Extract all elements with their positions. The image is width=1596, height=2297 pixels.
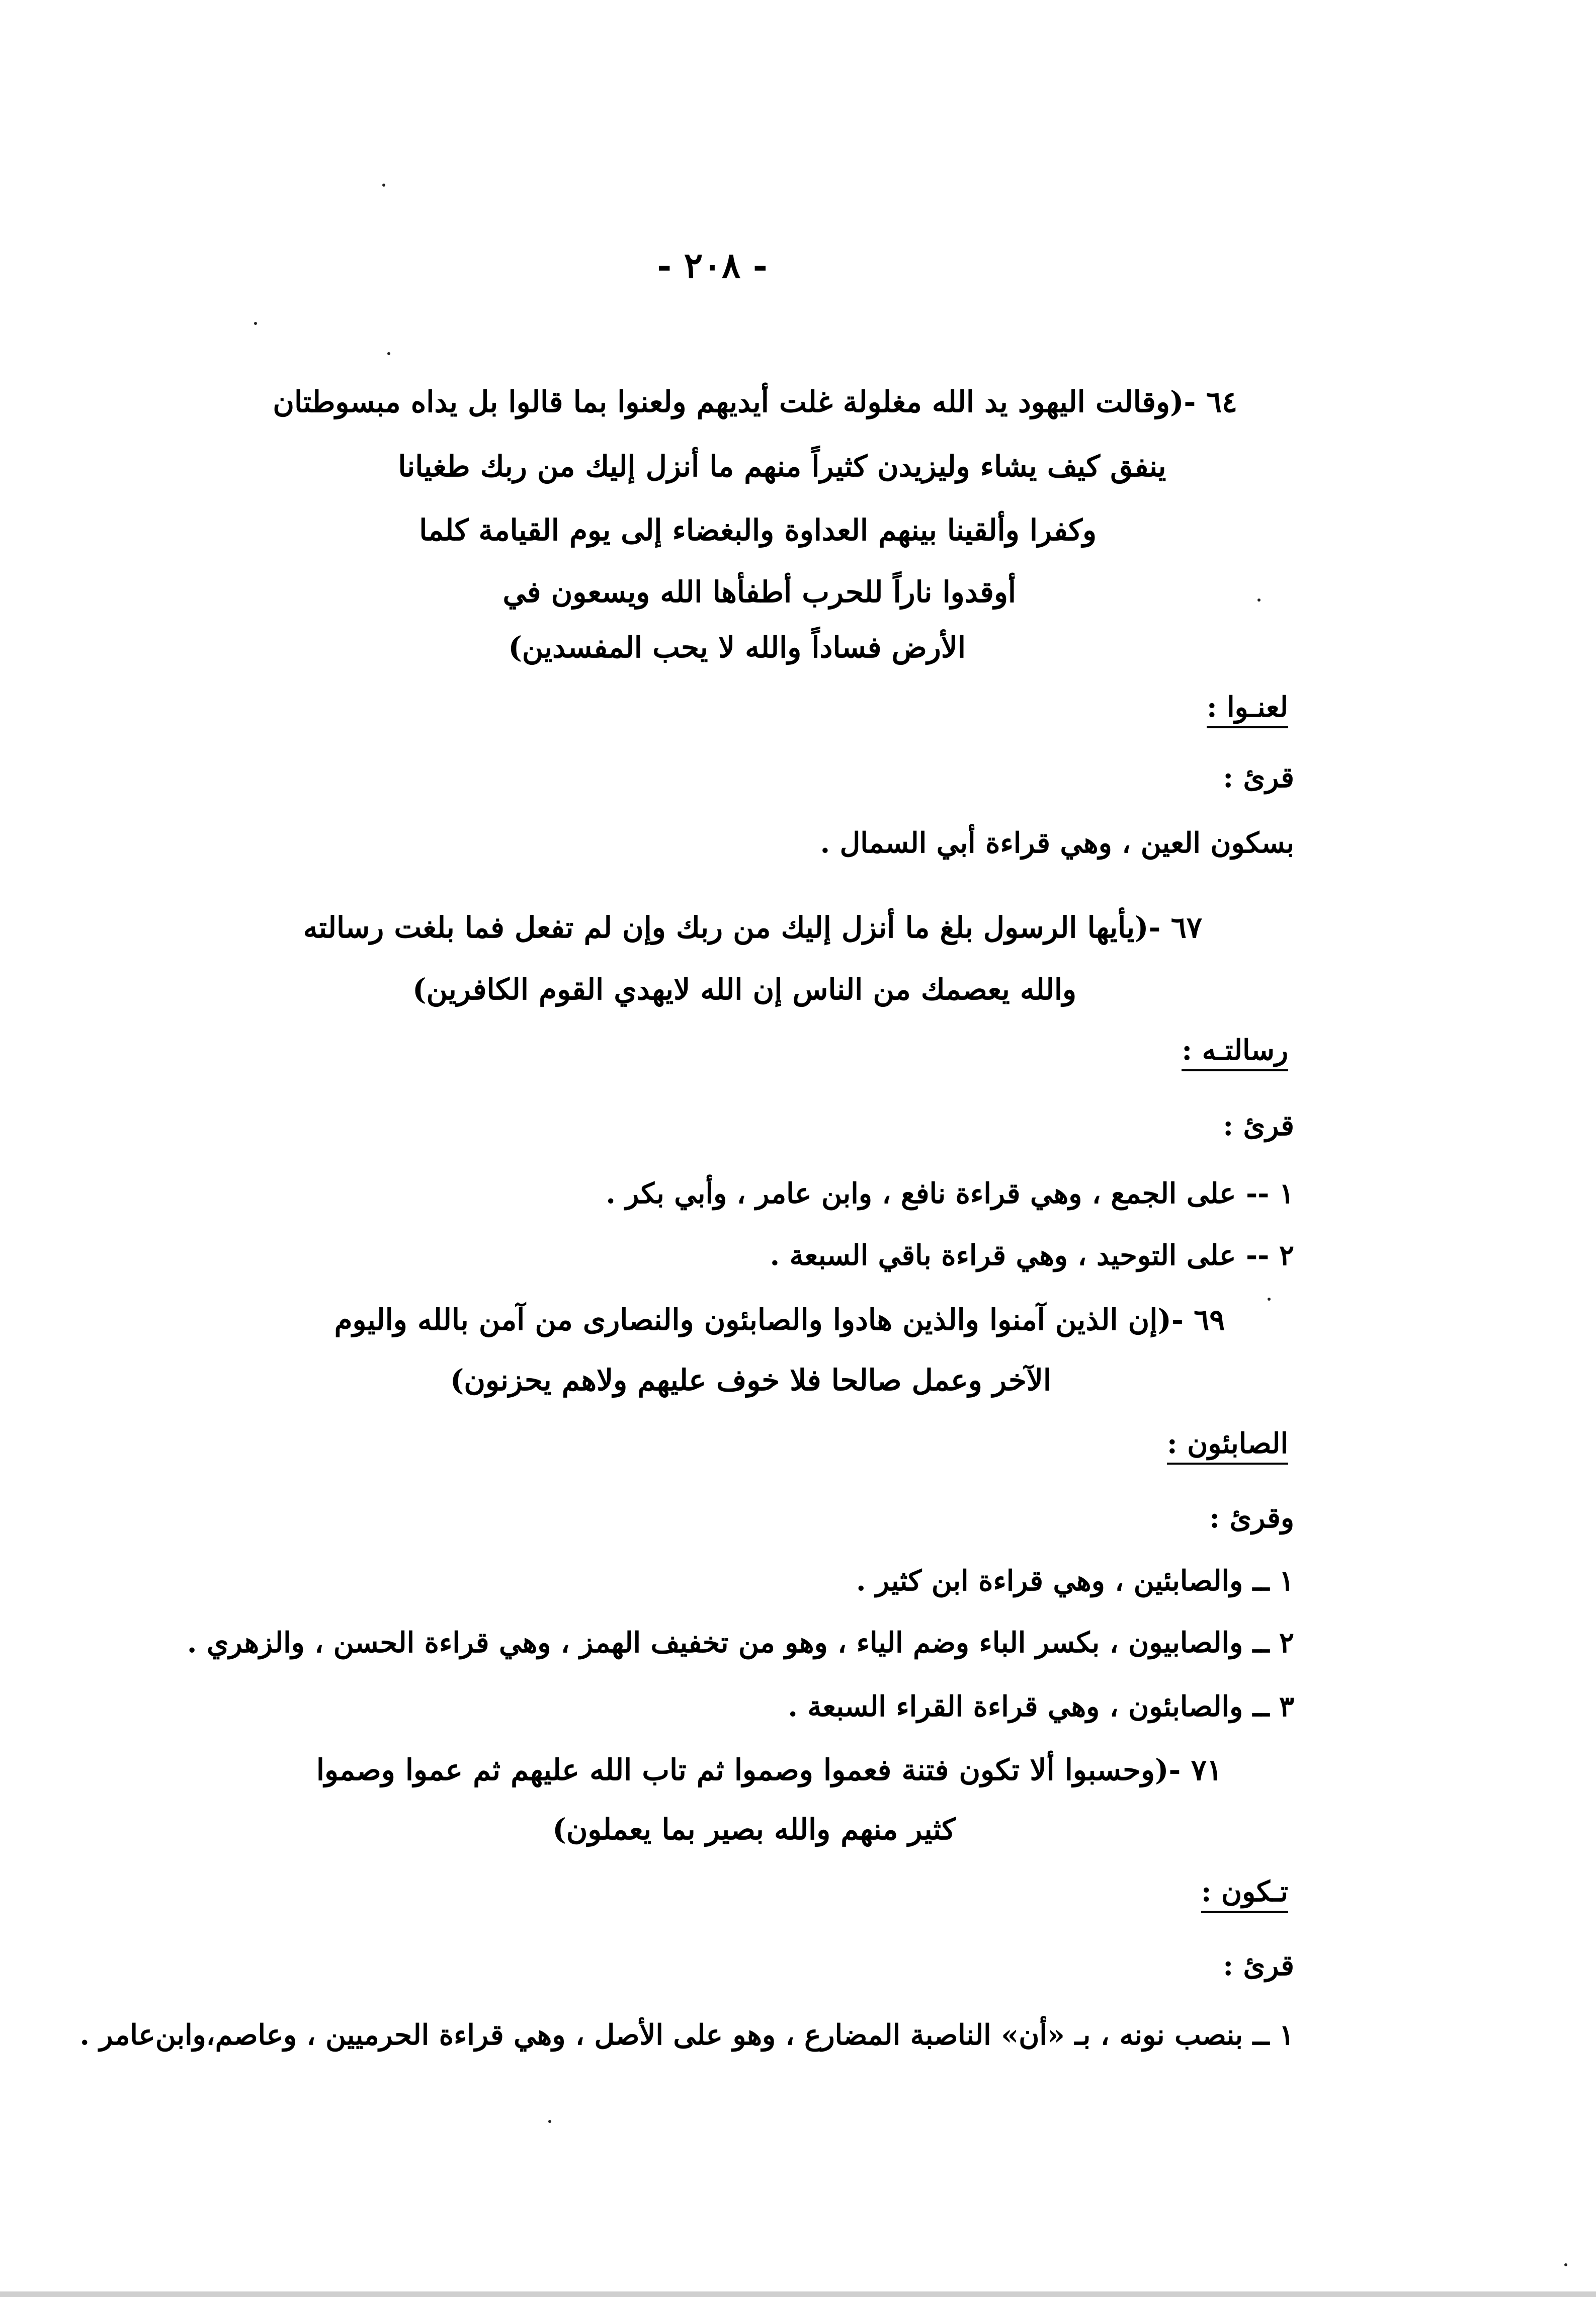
- verse-line: ٧١ -(وحسبوا ألا تكون فتنة فعموا وصموا ثم تاب الله عليهم ثم عموا وصموا: [316, 1753, 1222, 1787]
- verse-line: ينفق كيف يشاء وليزيدن كثيراً منهم ما أنزل إليك من ربك طغيانا: [398, 449, 1166, 483]
- qura-label: وقرئ :: [1209, 1501, 1294, 1535]
- verse-line: والله يعصمك من الناس إن الله لايهدي القوم الكافرين): [412, 972, 1076, 1006]
- verse-line: الأرض فساداً والله لا يحب المفسدين): [508, 630, 966, 664]
- scan-speck: [1268, 1298, 1271, 1301]
- verse-line: ٦٤ -(وقالت اليهود يد الله مغلولة غلت أيديهم ولعنوا بما قالوا بل يداه مبسوطتان: [273, 385, 1237, 419]
- verse-line: وكفرا وألقينا بينهم العداوة والبغضاء إلى يوم القيامة كلما: [419, 513, 1097, 547]
- page-number: - ٢٠٨ -: [657, 244, 768, 286]
- section-heading: تـكون :: [1201, 1878, 1288, 1913]
- verse-line: الآخر وعمل صالحا فلا خوف عليهم ولاهم يحزنون): [450, 1363, 1051, 1397]
- verse-line: كثير منهم والله بصير بما يعملون): [552, 1812, 956, 1846]
- verse-line: ٦٧ -(يأيها الرسول بلغ ما أنزل إليك من ربك وإن لم تفعل فما بلغت رسالته: [303, 910, 1202, 945]
- reading-line: ١ ــ والصابئين ، وهي قراءة ابن كثير .: [856, 1564, 1294, 1597]
- verse-line: أوقدوا ناراً للحرب أطفأها الله ويسعون في: [502, 575, 1016, 609]
- section-heading: الصابئون :: [1167, 1429, 1288, 1465]
- scan-speck: [387, 352, 390, 355]
- scan-speck: [1564, 2263, 1567, 2266]
- section-heading: رسالتـه :: [1182, 1036, 1288, 1071]
- reading-line: ٢ -- على التوحيد ، وهي قراءة باقي السبعة .: [770, 1239, 1294, 1272]
- reading-line: ١ -- على الجمع ، وهي قراءة نافع ، وابن عامر ، وأبي بكر .: [606, 1177, 1294, 1210]
- reading-line: بسكون العين ، وهي قراءة أبي السمال .: [820, 826, 1294, 860]
- qura-label: قرئ :: [1223, 761, 1294, 794]
- reading-line: ٣ ــ والصابئون ، وهي قراءة القراء السبعة .: [788, 1690, 1294, 1723]
- qura-label: قرئ :: [1223, 1109, 1294, 1142]
- qura-label: قرئ :: [1223, 1949, 1294, 1982]
- reading-line: ٢ ــ والصابيون ، بكسر الباء وضم الياء ، وهو من تخفيف الهمز ، وهي قراءة الحسن ، والزهري .: [187, 1626, 1294, 1659]
- scan-speck: [548, 2120, 551, 2123]
- section-heading: لعنـوا :: [1207, 693, 1288, 728]
- scan-speck: [1257, 599, 1261, 602]
- verse-line: ٦٩ -(إن الذين آمنوا والذين هادوا والصابئون والنصارى من آمن بالله واليوم: [334, 1303, 1225, 1337]
- scan-speck: [382, 184, 385, 187]
- scan-speck: [254, 322, 257, 325]
- viewer-bottom-border: [0, 2291, 1596, 2297]
- reading-line: ١ ــ بنصب نونه ، بـ «أن» الناصبة المضارع ، وهو على الأصل ، وهي قراءة الحرميين ، وعاصم،وابن‌عامر .: [79, 2018, 1294, 2052]
